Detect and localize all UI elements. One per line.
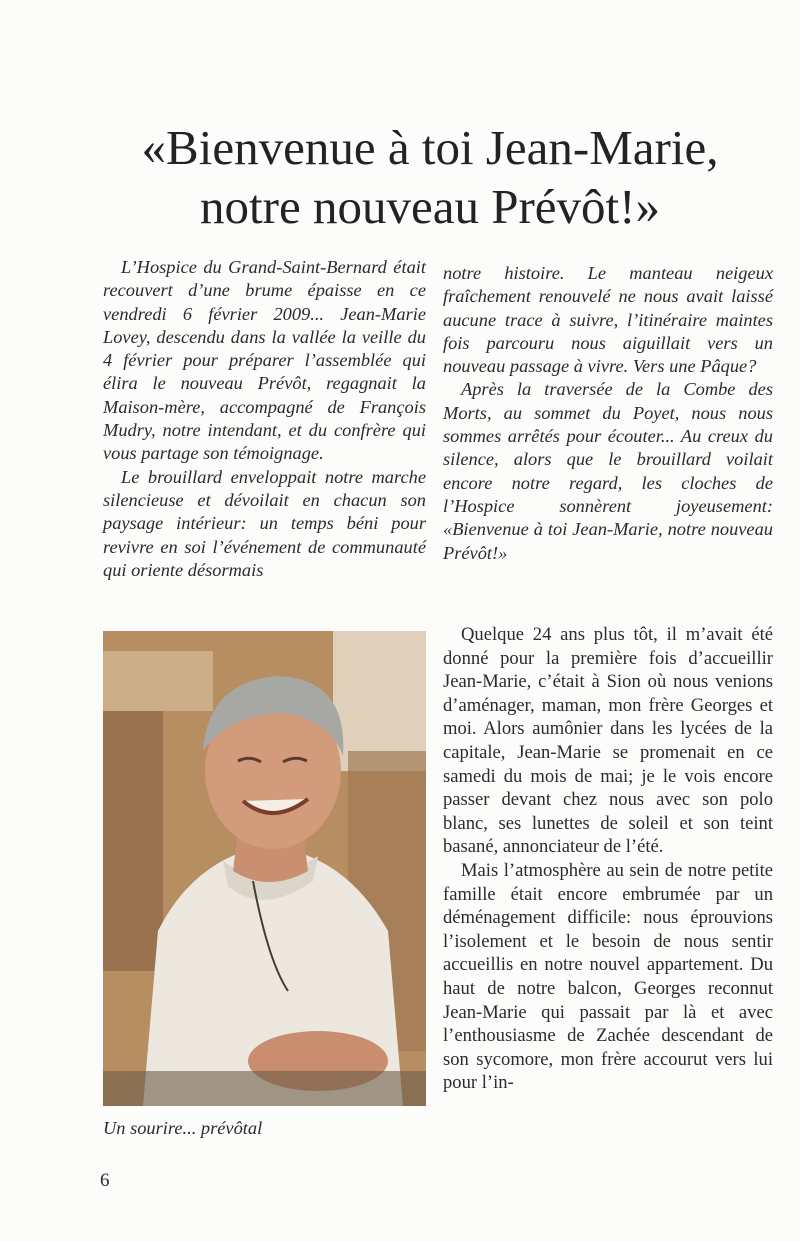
body-paragraph-1: Quelque 24 ans plus tôt, il m’avait été donné pour la première fois d’accueillir Jean-Marie, c’était à Sion où nous venions d’aménager, maman, mon frère Georges et moi. Alors aumônier dans les lycées de la capitale, Jean-Marie se promenait en ce samedi du mois de mai; je le vois encore passer devant chez nous avec son polo blanc, ses lunettes de soleil et son teint basané, annonciateur de l’été. xyxy=(443,624,773,858)
title-line-1: «Bienvenue à toi Jean-Marie, xyxy=(141,120,719,175)
portrait-illustration xyxy=(103,631,426,1106)
intro-paragraph-3: notre histoire. Le manteau neigeux fraîchement renouvelé ne nous avait laissé aucune trace à suivre, l’itinéraire maintes fois parcouru nous aiguillait vers un nouveau passage à vivre. Vers une Pâque? xyxy=(443,263,773,377)
right-column-body xyxy=(443,623,773,1095)
title-line-2: notre nouveau Prévôt!» xyxy=(200,179,660,234)
photo-caption: Un sourire... prévôtal xyxy=(103,1118,263,1138)
left-column-intro xyxy=(103,256,426,582)
intro-paragraph-4: Après la traversée de la Combe des Morts, au sommet du Poyet, nous nous sommes arrêtés pour écouter... Au creux du silence, alors que le brouillard voilait encore notre regard, les cloches de l’Hospice sonnèrent joyeusement: «Bienvenue à toi Jean-Marie, notre nouveau Prévôt!» xyxy=(443,379,773,563)
intro-paragraph-1: L’Hospice du Grand-Saint-Bernard était recouvert d’une brume épaisse en ce vendredi 6 février 2009... Jean-Marie Lovey, descendu dans la vallée la veille du 4 février pour préparer l’assemblée qui élira le nouveau Prévôt, regagnait la Maison-mère, accompagné de François Mudry, notre intendant, et du confrère qui vous partage son témoignage. xyxy=(103,257,426,464)
body-paragraph-2: Mais l’atmosphère au sein de notre petite famille était encore embrumée par un déménagement difficile: nous éprouvions l’isolement et le besoin de nous sentir accueillis en notre nouvel appartement. Du haut de notre balcon, Georges reconnut Jean-Marie qui passait par là et avec l’enthousiasme de Zachée descendant de son sycomore, mon frère accourut vers lui pour l’in- xyxy=(443,859,773,1094)
portrait-photo xyxy=(103,631,426,1106)
right-column-intro xyxy=(443,262,773,565)
intro-paragraph-2: Le brouillard enveloppait notre marche silencieuse et dévoilait en chacun son paysage intérieur: un temps béni pour revivre en soi l’événement de communauté qui oriente désormais xyxy=(103,466,426,580)
page-number: 6 xyxy=(100,1170,110,1191)
article-title xyxy=(60,118,800,236)
